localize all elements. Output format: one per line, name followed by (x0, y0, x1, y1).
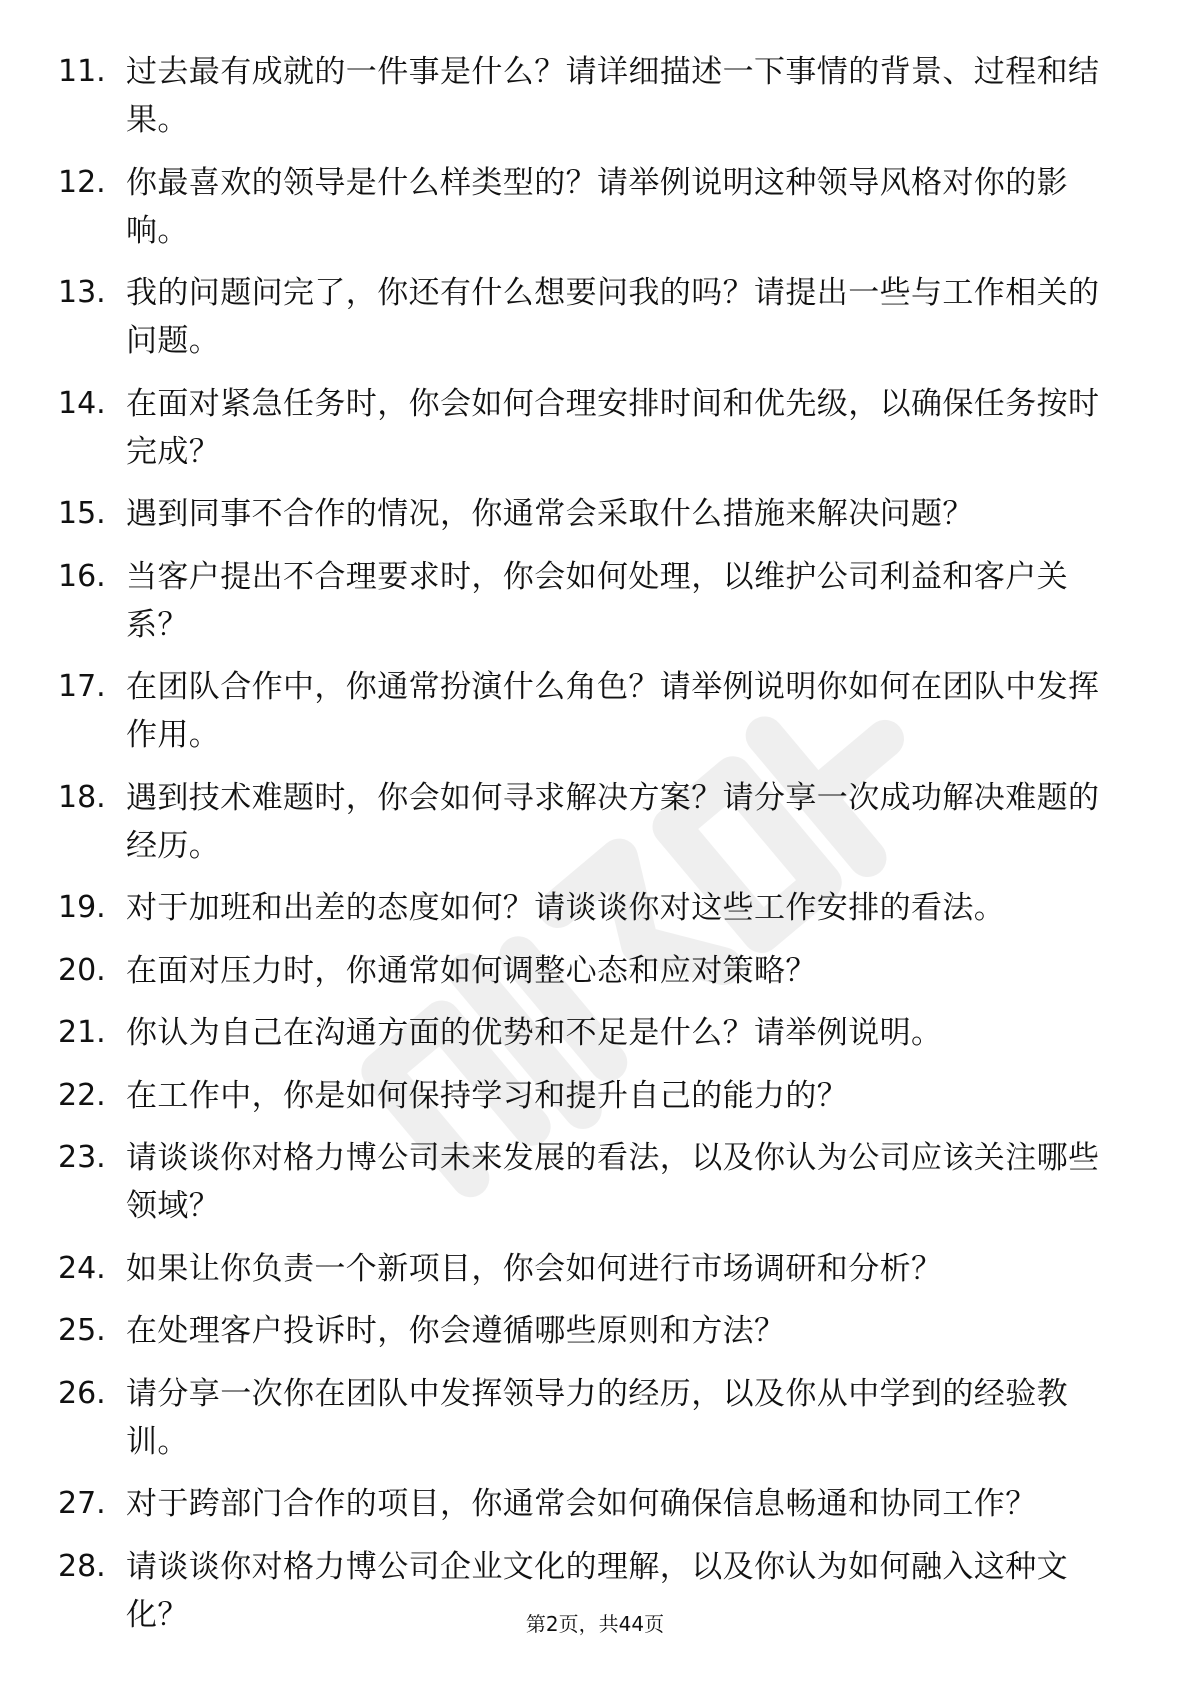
list-item (58, 48, 1118, 144)
list-item (58, 1307, 1118, 1355)
question-number: 18. (58, 779, 106, 815)
list-item (58, 159, 1118, 255)
page-number: 第2页，共44页 (525, 1612, 665, 1636)
list-item (58, 1370, 1118, 1466)
question-list (58, 48, 1118, 1653)
question-number: 23. (58, 1140, 106, 1175)
list-item (58, 1245, 1118, 1293)
question-text: 在团队合作中，你通常扮演什么角色？请举例说明你如何在团队中发挥作用。 (126, 669, 1100, 753)
question-number: 28. (58, 1548, 106, 1584)
question-text: 请分享一次你在团队中发挥领导力的经历，以及你从中学到的经验教训。 (126, 1375, 1068, 1460)
question-number: 17. (58, 669, 106, 704)
question-text: 在面对紧急任务时，你会如何合理安排时间和优先级，以确保任务按时完成？ (126, 385, 1100, 470)
question-text: 在面对压力时，你通常如何调整心态和应对策略？ (126, 952, 817, 989)
list-item (58, 380, 1118, 476)
question-text: 对于跨部门合作的项目，你通常会如何确保信息畅通和协同工作？ (126, 1486, 1037, 1522)
question-number: 11. (58, 54, 106, 89)
question-text: 请谈谈你对格力博公司企业文化的理解，以及你认为如何融入这种文化？ (126, 1548, 1068, 1633)
question-number: 27. (58, 1486, 106, 1521)
question-number: 22. (58, 1077, 106, 1113)
question-number: 25. (58, 1313, 106, 1348)
question-text: 当客户提出不合理要求时，你会如何处理，以维护公司利益和客户关系？ (126, 558, 1068, 643)
question-number: 12. (58, 164, 106, 200)
list-item (58, 947, 1118, 995)
question-text: 遇到技术难题时，你会如何寻求解决方案？请分享一次成功解决难题的经历。 (126, 779, 1100, 864)
question-text: 对于加班和出差的态度如何？请谈谈你对这些工作安排的看法。 (126, 890, 1006, 926)
list-item (58, 774, 1118, 870)
question-text: 在工作中，你是如何保持学习和提升自己的能力的？ (126, 1077, 849, 1114)
list-item (58, 490, 1118, 538)
question-text: 我的问题问完了，你还有什么想要问我的吗？请提出一些与工作相关的问题。 (126, 275, 1100, 359)
question-text: 在处理客户投诉时，你会遵循哪些原则和方法？ (126, 1313, 786, 1349)
question-number: 15. (58, 496, 106, 531)
list-item (58, 1480, 1118, 1528)
question-number: 16. (58, 558, 106, 594)
question-text: 你最喜欢的领导是什么样类型的？请举例说明这种领导风格对你的影响。 (126, 164, 1068, 249)
list-item (58, 269, 1118, 365)
list-item (58, 553, 1118, 649)
question-number: 14. (58, 385, 106, 421)
question-text: 如果让你负责一个新项目，你会如何进行市场调研和分析？ (126, 1250, 943, 1287)
question-number: 21. (58, 1015, 106, 1050)
list-item (58, 1134, 1118, 1230)
question-number: 20. (58, 952, 106, 988)
list-item (58, 884, 1118, 932)
list-item (58, 1072, 1118, 1120)
question-number: 26. (58, 1375, 106, 1411)
question-text: 请谈谈你对格力博公司未来发展的看法，以及你认为公司应该关注哪些领域？ (126, 1140, 1100, 1224)
question-text: 过去最有成就的一件事是什么？请详细描述一下事情的背景、过程和结果。 (126, 54, 1100, 138)
question-number: 24. (58, 1250, 106, 1286)
list-item (58, 1009, 1118, 1057)
question-text: 遇到同事不合作的情况，你通常会采取什么措施来解决问题？ (126, 496, 974, 532)
question-number: 13. (58, 275, 106, 310)
list-item (58, 663, 1118, 759)
question-text: 你认为自己在沟通方面的优势和不足是什么？请举例说明。 (126, 1015, 943, 1051)
question-number: 19. (58, 890, 106, 925)
